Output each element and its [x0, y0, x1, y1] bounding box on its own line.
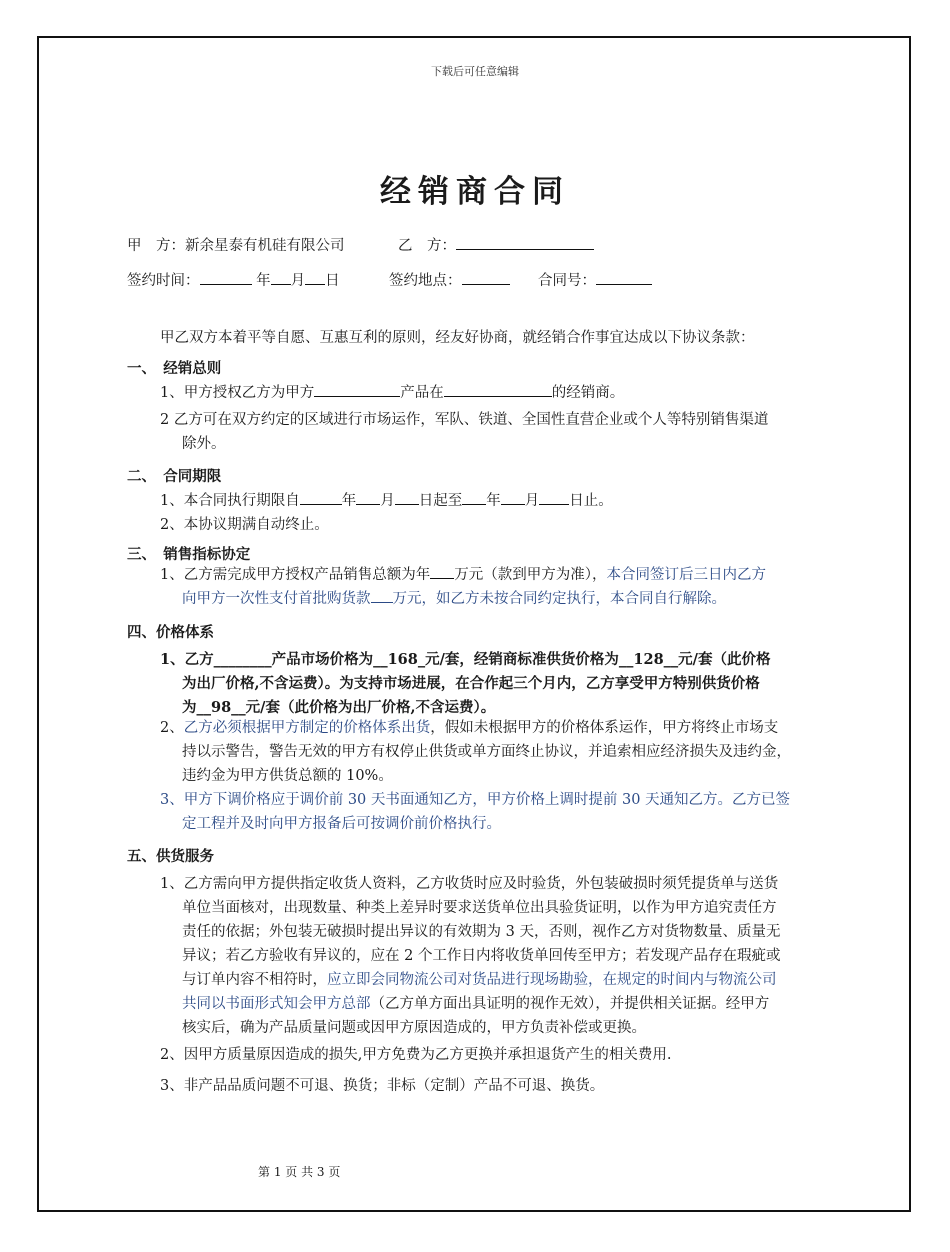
party-a-label: 甲 方： [127, 238, 185, 254]
contract-title: 经销商合同 [380, 174, 570, 210]
sign-year-blank[interactable] [200, 269, 252, 285]
contract-no-blank[interactable] [596, 269, 652, 285]
s5-item-3: 3、非产品品质问题不可退、换货；非标（定制）产品不可退、换货。 [160, 1078, 605, 1094]
sign-place-blank[interactable] [462, 269, 510, 285]
s2-item-1-end: 日止。 [569, 493, 613, 509]
s1-item-1-b: 产品在 [400, 385, 444, 401]
s5-item-1-line-5 [160, 968, 780, 992]
start-year-blank[interactable] [300, 489, 342, 505]
s5-item-2: 2、因甲方质量原因造成的损失,甲方免费为乙方更换并承担退货产生的相关费用. [160, 1047, 672, 1063]
party-b-label: 乙 方： [398, 238, 456, 254]
s5-l5-a: 与订单内容不相符时， [182, 972, 327, 988]
start-month-label: 月 [380, 493, 395, 509]
party-a-value: 新余星泰有机硅有限公司 [185, 238, 345, 254]
section-3-heading: 三、 销售指标协定 [127, 546, 251, 563]
section-2-heading: 二、 合同期限 [127, 468, 222, 485]
party-b [398, 234, 594, 255]
s5-l5-b: 应立即会同物流公司对货品进行现场勘验，在规定的时间内与物流公司 [327, 972, 777, 988]
sign-day-label: 日 [325, 273, 340, 289]
sign-place [389, 269, 510, 290]
region-blank[interactable] [444, 381, 552, 397]
s5-l6-b: （乙方单方面出具证明的视作无效），并提供相关证据。经甲方 [370, 996, 770, 1012]
s3-item-1-line-1 [160, 563, 766, 587]
sign-day-blank[interactable] [305, 269, 325, 285]
s1-item-2 [160, 408, 768, 456]
s3-l2-a: 向甲方一次性支付首批购货款 [182, 591, 371, 607]
s3-l1-b: 万元（款到甲方为准）， [454, 567, 607, 583]
header-note: 下载后可任意编辑 [431, 65, 519, 78]
s2-item-1-a: 1、本合同执行期限自 [160, 493, 300, 509]
s4-item-1-line-1: 1、乙方________产品市场价格为__168_元/套，经销商标准供货价格为__128__元/套（此价格 [160, 651, 771, 668]
s1-item-1-c: 的经销商。 [551, 385, 625, 401]
s3-l1-c: 本合同签订后三日内乙方 [606, 567, 766, 583]
contract-no [538, 269, 652, 290]
s3-item-1 [160, 563, 766, 611]
party-b-blank[interactable] [456, 234, 594, 250]
s5-l6-a: 共同以书面形式知会甲方总部 [182, 996, 371, 1012]
s2-item-1 [160, 489, 613, 510]
first-payment-blank[interactable] [371, 587, 393, 603]
s5-item-1 [160, 872, 780, 1040]
section-4-heading: 四、价格体系 [127, 624, 214, 641]
end-year-label: 年 [486, 493, 501, 509]
s4-item-2-line-2: 持以示警告，警告无效的甲方有权停止供货或单方面终止协议，并追索相应经济损失及违约金， [182, 744, 791, 760]
s4-i2-rest: ，假如未根据甲方的价格体系运作，甲方将终止市场支 [430, 720, 779, 736]
s3-l2-b: 万元，如乙方未按合同约定执行，本合同自行解除。 [392, 591, 726, 607]
s5-item-1-line-7: 核实后，确为产品质量问题或因甲方原因造成的，甲方负责补偿或更换。 [182, 1020, 646, 1036]
sign-year-label: 年 [256, 273, 271, 289]
s5-item-1-line-2: 单位当面核对，出现数量、种类上差异时要求送货单位出具验货证明，以作为甲方追究责任方 [182, 900, 777, 916]
end-day-blank[interactable] [539, 489, 569, 505]
s1-item-1 [160, 381, 624, 402]
s1-item-2-line-2: 除外。 [182, 436, 226, 452]
s4-item-2-line-3: 违约金为甲方供货总额的 10%。 [182, 768, 393, 784]
sign-place-label: 签约地点： [389, 273, 462, 289]
s5-item-1-line-1: 1、乙方需向甲方提供指定收货人资料，乙方收货时应及时验货，外包装破损时须凭提货单与送货 [160, 876, 779, 892]
s4-item-2-line-1 [160, 716, 791, 740]
sign-month-blank[interactable] [271, 269, 291, 285]
s4-i2-num: 2、 [160, 720, 184, 736]
sales-target-blank[interactable] [430, 563, 454, 579]
s4-i2-blue: 乙方必须根据甲方制定的价格体系出货 [183, 720, 431, 736]
s1-item-1-a: 1、甲方授权乙方为甲方 [160, 385, 315, 401]
s4-item-3-line-1: 3、甲方下调价格应于调价前 30 天书面通知乙方，甲方价格上调时提前 30 天通知乙方。乙方已签 [160, 792, 791, 808]
product-blank[interactable] [314, 381, 400, 397]
end-year-blank[interactable] [462, 489, 486, 505]
start-month-blank[interactable] [356, 489, 380, 505]
section-5-heading: 五、供货服务 [127, 848, 214, 865]
s5-item-1-line-3: 责任的依据；外包装无破损时提出异议的有效期为 3 天，否则，视作乙方对货物数量、质量无 [182, 924, 781, 940]
section-1-heading: 一、 经销总则 [127, 360, 222, 377]
s4-item-1-line-3: 为__98__元/套（此价格为出厂价格,不含运费）。 [182, 699, 496, 716]
s4-item-1-line-2: 为出厂价格,不含运费）。为支持市场进展，在合作起三个月内，乙方享受甲方特别供货价格 [182, 675, 760, 692]
s4-item-3-line-2: 定工程并及时向甲方报备后可按调价前价格执行。 [182, 816, 501, 832]
sign-time-label: 签约时间： [127, 273, 200, 289]
start-year-label: 年 [341, 493, 357, 509]
start-day-blank[interactable] [395, 489, 419, 505]
end-month-label: 月 [524, 493, 540, 509]
page-number-footer: 第 1 页 共 3 页 [258, 1165, 341, 1179]
s2-item-2: 2、本协议期满自动终止。 [160, 517, 329, 533]
s4-item-3 [160, 788, 790, 836]
s1-item-2-line-1: 2 乙方可在双方约定的区域进行市场运作，军队、铁道、全国性直营企业或个人等特别销售渠道 [160, 412, 769, 428]
end-month-blank[interactable] [501, 489, 525, 505]
s5-item-1-line-6 [160, 992, 780, 1016]
contract-no-label: 合同号： [538, 273, 596, 289]
intro-paragraph: 甲乙双方本着平等自愿、互惠互利的原则，经友好协商，就经销合作事宜达成以下协议条款： [160, 330, 755, 346]
s2-item-1-from: 日起至 [418, 493, 463, 509]
s5-item-1-line-4: 异议；若乙方验收有异议的，应在 2 个工作日内将收货单回传至甲方；若发现产品存在瑕疵或 [182, 948, 781, 964]
s4-item-2 [160, 716, 791, 788]
s4-item-1 [160, 648, 770, 720]
party-a [127, 234, 345, 255]
sign-time [127, 269, 340, 290]
sign-month-label: 月 [290, 273, 306, 289]
s3-item-1-line-2 [160, 587, 766, 611]
s3-l1-a: 1、乙方需完成甲方授权产品销售总额为年 [160, 567, 431, 583]
